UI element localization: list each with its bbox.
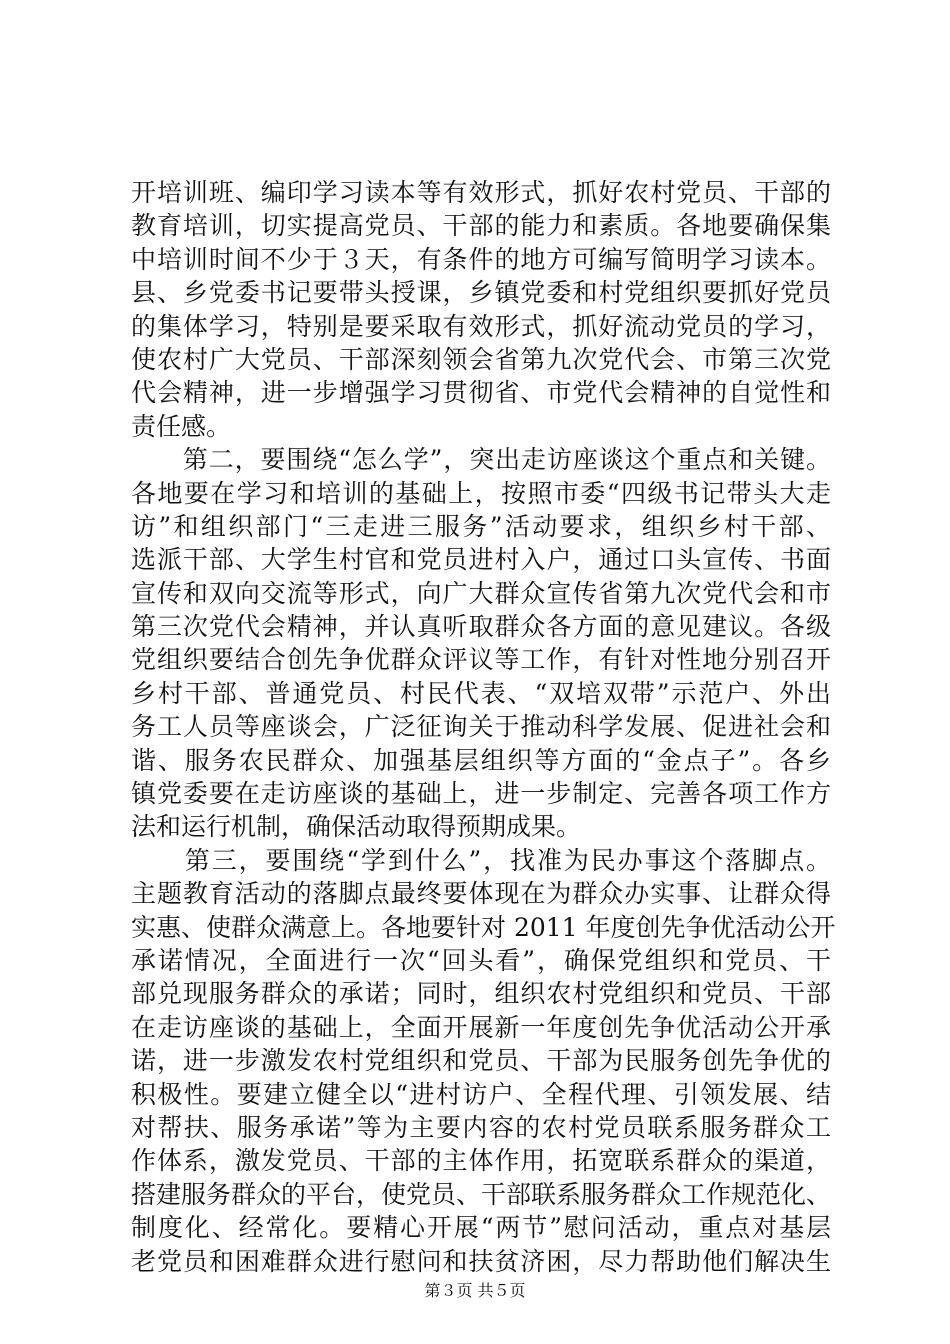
text-line: 制度化、经常化。要精心开展“两节”慰问活动，重点对基层 [131,1213,831,1243]
text-line: 部兑现服务群众的承诺；同时，组织农村党组织和党员、干部 [131,979,831,1009]
text-line: 第三，要围绕“学到什么”，找准为民办事这个落脚点。 [131,845,831,875]
text-line: 党组织要结合创先争优群众评议等工作，有针对性地分别召开 [131,645,831,675]
text-line: 实惠、使群众满意上。各地要针对 2011 年度创先争优活动公开 [131,912,836,942]
text-line: 谐、服务农民群众、加强基层组织等方面的“金点子”。各乡 [131,745,831,775]
text-line: 承诺情况，全面进行一次“回头看”，确保党组织和党员、干 [131,945,831,975]
text-line: 在走访座谈的基础上，全面开展新一年度创先争优活动公开承 [131,1012,831,1042]
document-body [131,176,836,1278]
text-line: 教育培训，切实提高党员、干部的能力和素质。各地要确保集 [131,211,831,241]
text-line: 宣传和双向交流等形式，向广大群众宣传省第九次党代会和市 [131,578,831,608]
text-line: 中培训时间不少于３天，有条件的地方可编写简明学习读本。 [131,244,831,274]
text-line: 主题教育活动的落脚点最终要体现在为群众办实事、让群众得 [131,879,831,909]
text-line: 责任感。 [131,411,232,441]
text-line: 各地要在学习和培训的基础上，按照市委“四级书记带头大走 [131,478,831,508]
text-line: 代会精神，进一步增强学习贯彻省、市党代会精神的自觉性和 [131,378,831,408]
text-line: 积极性。要建立健全以“进村访户、全程代理、引领发展、结 [131,1079,831,1109]
text-line: 对帮扶、服务承诺”等为主要内容的农村党员联系服务群众工 [131,1112,831,1142]
text-line: 选派干部、大学生村官和党员进村入户，通过口头宣传、书面 [131,545,831,575]
text-line: 访”和组织部门“三走进三服务”活动要求，组织乡村干部、 [131,511,831,541]
text-line: 第二，要围绕“怎么学”，突出走访座谈这个重点和关键。 [131,445,831,475]
text-line: 务工人员等座谈会，广泛征询关于推动科学发展、促进社会和 [131,712,831,742]
text-line: 使农村广大党员、干部深刻领会省第九次党代会、市第三次党 [131,344,831,374]
text-line: 乡村干部、普通党员、村民代表、“双培双带”示范户、外出 [131,678,831,708]
text-line: 搭建服务群众的平台，使党员、干部联系服务群众工作规范化、 [131,1179,832,1209]
text-line: 的集体学习，特别是要采取有效形式，抓好流动党员的学习， [131,311,831,341]
text-line: 开培训班、编印学习读本等有效形式，抓好农村党员、干部的 [131,178,831,207]
text-line: 县、乡党委书记要带头授课，乡镇党委和村党组织要抓好党员 [131,278,831,308]
text-line: 老党员和困难群众进行慰问和扶贫济困，尽力帮助他们解决生 [131,1246,831,1276]
text-line: 镇党委要在走访座谈的基础上，进一步制定、完善各项工作方 [131,779,831,809]
text-line: 诺，进一步激发农村党组织和党员、干部为民服务创先争优的 [131,1046,831,1076]
text-line: 法和运行机制，确保活动取得预期成果。 [131,812,582,842]
text-line: 第三次党代会精神，并认真听取群众各方面的意见建议。各级 [131,612,831,642]
page-footer: 第３页 共５页 [424,1281,526,1300]
text-line: 作体系，激发党员、干部的主体作用，拓宽联系群众的渠道， [131,1146,831,1176]
